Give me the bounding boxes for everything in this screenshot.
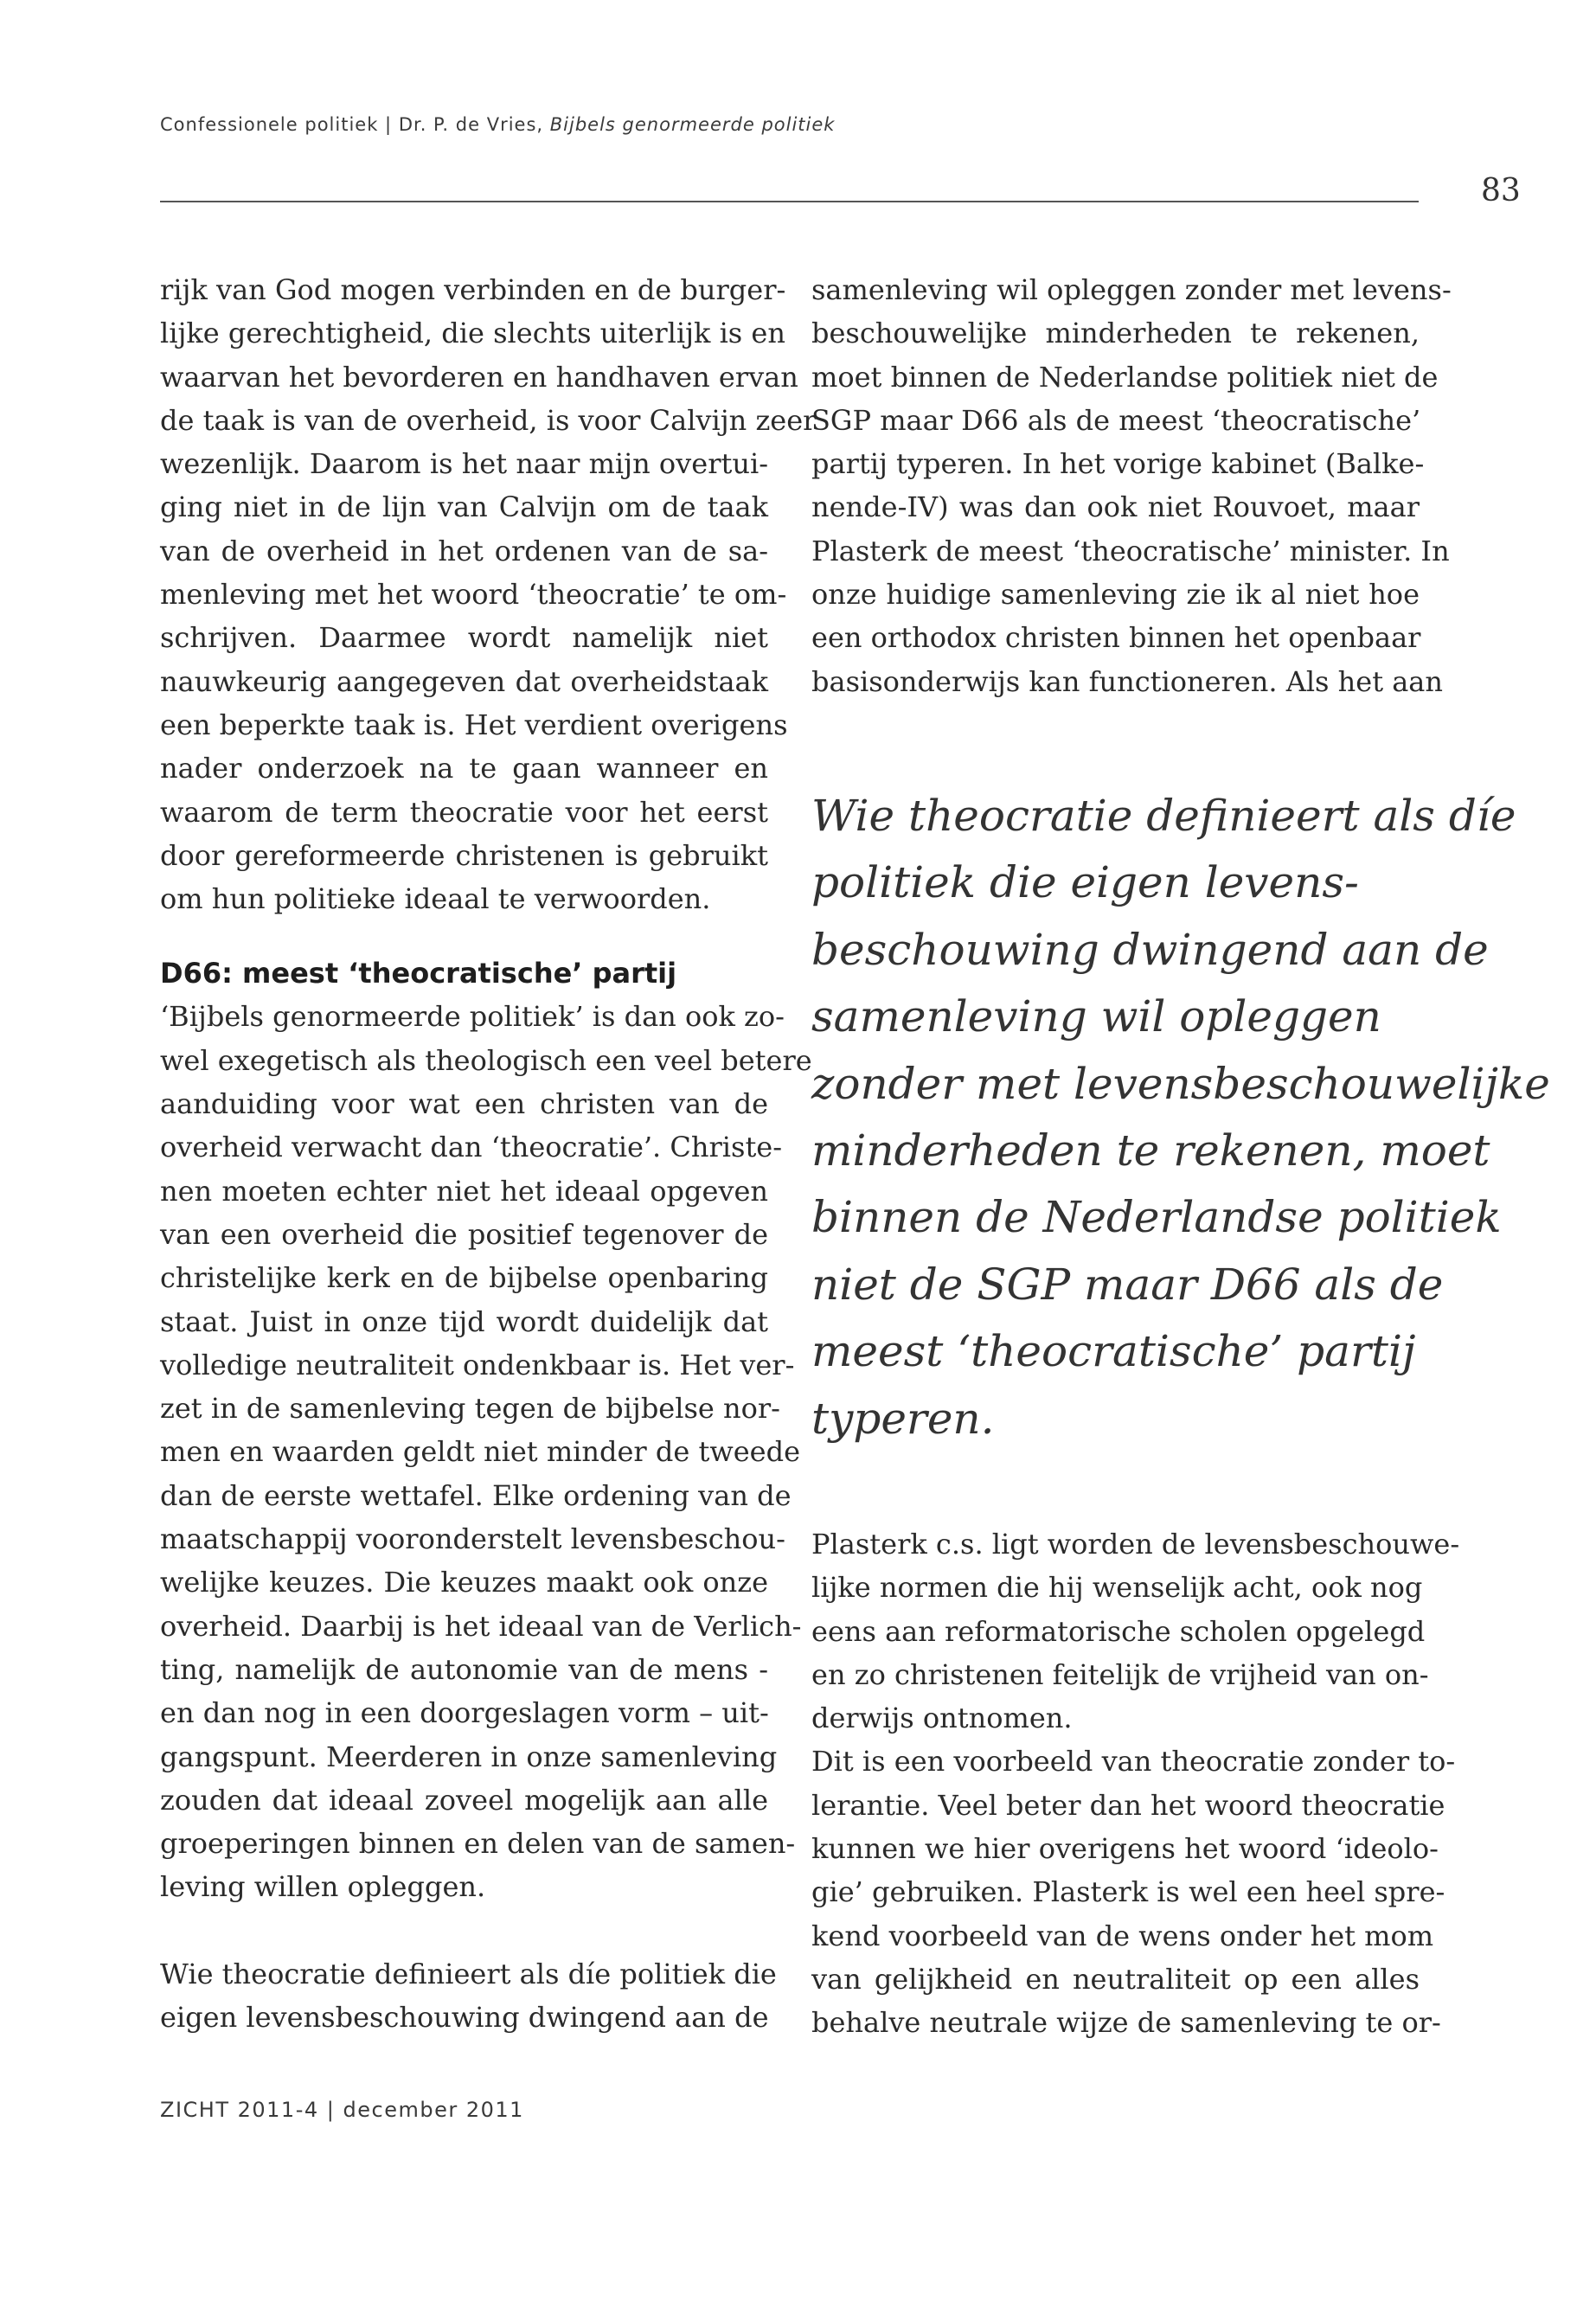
text-line: lijke normen die hij wenselijk acht, ook nog bbox=[811, 1571, 1423, 1605]
pull-quote-line: typeren. bbox=[811, 1393, 995, 1444]
text-line: welijke keuzes. Die keuzes maakt ook onze bbox=[160, 1566, 768, 1599]
text-line: christelijke kerk en de bijbelse openbaring bbox=[160, 1261, 768, 1295]
right-paragraph-2 bbox=[811, 1522, 1460, 1740]
running-head bbox=[160, 114, 835, 135]
running-head-section: Confessionele politiek bbox=[160, 114, 379, 135]
text-line: dan de eerste wettafel. Elke ordening van de bbox=[160, 1478, 792, 1512]
pull-quote-line: niet de SGP maar D66 als de bbox=[811, 1259, 1444, 1310]
right-paragraph-1 bbox=[811, 268, 1452, 703]
text-line: Plasterk de meest ‘theocratische’ minister. In bbox=[811, 534, 1450, 567]
text-line: SGP maar D66 als de meest ‘theocratische’ bbox=[811, 403, 1421, 437]
text-line: de taak is van de overheid, is voor Calvijn zeer bbox=[160, 403, 817, 437]
text-line: nauwkeurig aangegeven dat overheidstaak bbox=[160, 664, 768, 698]
text-line: men en waarden geldt niet minder de tweede bbox=[160, 1435, 801, 1469]
text-line: basisonderwijs kan functioneren. Als het aan bbox=[811, 664, 1443, 698]
text-line: volledige neutraliteit ondenkbaar is. Het ver- bbox=[160, 1348, 795, 1381]
text-line: overheid verwacht dan ‘theocratie’. Christe- bbox=[160, 1131, 783, 1164]
text-line: onze huidige samenleving zie ik al niet hoe bbox=[811, 578, 1420, 612]
text-line: Plasterk c.s. ligt worden de levensbeschouwe- bbox=[811, 1528, 1460, 1561]
text-line: wel exegetisch als theologisch een veel betere bbox=[160, 1043, 812, 1077]
text-line: moet binnen de Nederlandse politiek niet de bbox=[811, 360, 1439, 394]
pull-quote-line: Wie theocratie definieert als díe bbox=[811, 791, 1516, 841]
running-head-separator: | bbox=[385, 114, 393, 135]
pull-quote-line: meest ‘theocratische’ partij bbox=[811, 1326, 1416, 1377]
text-line: zouden dat ideaal zoveel mogelijk aan alle bbox=[160, 1783, 768, 1817]
pull-quote-line: politiek die eigen levens- bbox=[811, 857, 1359, 908]
pull-quote-line: beschouwing dwingend aan de bbox=[811, 924, 1489, 975]
section-heading: D66: meest ‘theocratische’ partij bbox=[160, 957, 677, 990]
text-line: ‘Bijbels genormeerde politiek’ is dan ook zo- bbox=[160, 1000, 785, 1034]
right-column-lower bbox=[811, 1522, 1460, 2045]
left-column bbox=[160, 268, 817, 2039]
text-line: van gelijkheid en neutraliteit op een alles bbox=[811, 1962, 1420, 1996]
text-line: van een overheid die positief tegenover de bbox=[160, 1217, 768, 1251]
text-line: menleving met het woord ‘theocratie’ te om- bbox=[160, 578, 787, 612]
footer bbox=[160, 2098, 524, 2122]
pull-quote bbox=[811, 783, 1550, 1452]
pull-quote-line: minderheden te rekenen, moet bbox=[811, 1125, 1490, 1176]
text-line: van de overheid in het ordenen van de sa- bbox=[160, 534, 768, 567]
running-head-article-title: Bijbels genormeerde politiek bbox=[549, 114, 836, 135]
text-line: derwijs ontnomen. bbox=[811, 1702, 1073, 1735]
text-line: Dit is een voorbeeld van theocratie zonder to- bbox=[811, 1745, 1456, 1779]
text-line: eens aan reformatorische scholen opgelegd bbox=[811, 1614, 1426, 1648]
text-line: samenleving wil opleggen zonder met levens- bbox=[811, 273, 1452, 306]
text-line: kend voorbeeld van de wens onder het mom bbox=[811, 1919, 1434, 1952]
footer-publication: ZICHT 2011-4 bbox=[160, 2098, 319, 2122]
text-line: waarvan het bevorderen en handhaven ervan bbox=[160, 360, 798, 394]
footer-separator: | bbox=[326, 2098, 336, 2122]
text-line: groeperingen binnen en delen van de samen- bbox=[160, 1827, 796, 1861]
text-line: nende-IV) was dan ook niet Rouvoet, maar bbox=[811, 490, 1420, 524]
text-line: schrijven. Daarmee wordt namelijk niet bbox=[160, 621, 768, 655]
right-paragraph-3 bbox=[811, 1740, 1456, 2044]
text-line: Wie theocratie definieert als díe politiek die bbox=[160, 1957, 777, 1990]
text-line: maatschappij vooronderstelt levensbeschou- bbox=[160, 1522, 785, 1556]
text-line: leving willen opleggen. bbox=[160, 1870, 486, 1904]
text-line: eigen levensbeschouwing dwingend aan de bbox=[160, 2000, 769, 2034]
left-paragraph-2 bbox=[160, 995, 812, 1908]
text-line: rijk van God mogen verbinden en de burger- bbox=[160, 273, 786, 306]
text-line: om hun politieke ideaal te verwoorden. bbox=[160, 882, 711, 916]
text-line: lerantie. Veel beter dan het woord theocratie bbox=[811, 1788, 1445, 1822]
text-line: en zo christenen feitelijk de vrijheid van on- bbox=[811, 1657, 1429, 1691]
pull-quote-line: binnen de Nederlandse politiek bbox=[811, 1192, 1502, 1243]
text-line: partij typeren. In het vorige kabinet (Balke- bbox=[811, 447, 1425, 481]
text-line: aanduiding voor wat een christen van de bbox=[160, 1087, 768, 1121]
text-line: kunnen we hier overigens het woord ‘ideolo- bbox=[811, 1832, 1439, 1866]
left-paragraph-3 bbox=[160, 1952, 777, 2040]
text-line: behalve neutrale wijze de samenleving te or- bbox=[811, 2006, 1441, 2040]
page-number: 83 bbox=[1481, 173, 1521, 208]
text-line: overheid. Daarbij is het ideaal van de Verlich- bbox=[160, 1609, 802, 1643]
text-line: lijke gerechtigheid, die slechts uiterlijk is en bbox=[160, 317, 785, 350]
text-line: en dan nog in een doorgeslagen vorm – uit- bbox=[160, 1696, 769, 1730]
footer-date: december 2011 bbox=[343, 2098, 524, 2122]
text-line: nader onderzoek na te gaan wanneer en bbox=[160, 752, 768, 785]
text-line: beschouwelijke minderheden te rekenen, bbox=[811, 317, 1420, 350]
right-column bbox=[811, 268, 1452, 703]
text-line: een orthodox christen binnen het openbaar bbox=[811, 621, 1421, 655]
text-line: een beperkte taak is. Het verdient overigens bbox=[160, 708, 788, 741]
text-line: door gereformeerde christenen is gebruikt bbox=[160, 838, 768, 872]
left-paragraph-1 bbox=[160, 268, 817, 920]
pull-quote-line: samenleving wil opleggen bbox=[811, 991, 1381, 1042]
text-line: nen moeten echter niet het ideaal opgeven bbox=[160, 1174, 768, 1208]
header-rule bbox=[160, 201, 1419, 202]
text-line: gangspunt. Meerderen in onze samenleving bbox=[160, 1740, 778, 1773]
text-line: wezenlijk. Daarom is het naar mijn overtui- bbox=[160, 447, 768, 481]
running-head-author: Dr. P. de Vries, bbox=[398, 114, 544, 135]
text-line: ting, namelijk de autonomie van de mens - bbox=[160, 1652, 768, 1686]
text-line: waarom de term theocratie voor het eerst bbox=[160, 795, 768, 829]
pull-quote-line: zonder met levensbeschouwelijke bbox=[811, 1058, 1550, 1109]
text-line: ging niet in de lijn van Calvijn om de taak bbox=[160, 490, 768, 524]
text-line: staat. Juist in onze tijd wordt duidelijk dat bbox=[160, 1304, 768, 1338]
text-line: zet in de samenleving tegen de bijbelse nor- bbox=[160, 1392, 780, 1426]
text-line: gie’ gebruiken. Plasterk is wel een heel spre- bbox=[811, 1875, 1445, 1909]
